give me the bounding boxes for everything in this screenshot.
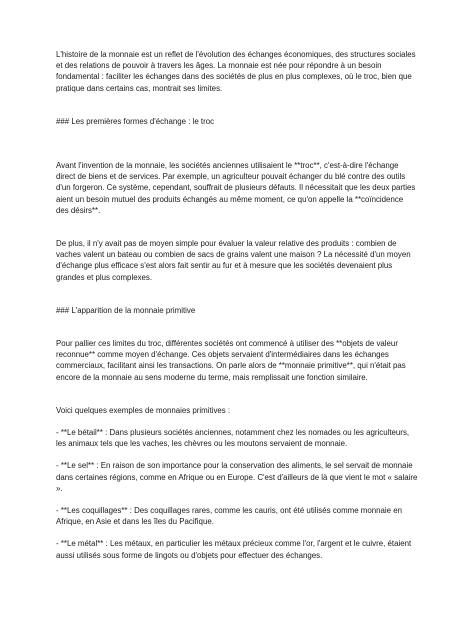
list-item: - **Le métal** : Les métaux, en particulier les métaux précieux comme l'or, l'argent et le cuivre, étaient aussi utilisés sous forme de lingots ou d'objets pour effectuer des échanges. [56, 539, 412, 560]
spacer [56, 216, 418, 238]
section-heading-primitive: ### L'apparition de la monnaie primitive [56, 305, 196, 315]
spacer [56, 316, 418, 338]
spacer [56, 527, 418, 538]
spacer [56, 127, 418, 149]
troc-paragraph-1: Avant l'invention de la monnaie, les sociétés anciennes utilisaient le **troc**, c'est-à-dire l'échange direct de biens et de services. Par exemple, un agriculteur pouvait échanger du blé contre des outils d'un forgeron. Ce système, cependant, souffrait de plusieurs défauts. Il nécessitait que les deux parties aient un besoin mutuel des produits échangés au même moment, ce qu'on appelle la **coïncidence des désirs**. [56, 161, 416, 215]
spacer [56, 494, 418, 505]
list-item: - **Le sel** : En raison de son importance pour la conservation des aliments, le sel servait de monnaie dans certaines régions, comme en Afrique ou en Europe. C'est d'ailleurs de là que vient le mot « salaire ». [56, 461, 418, 493]
list-item: - **Le bétail** : Dans plusieurs sociétés anciennes, notamment chez les nomades ou les agriculteurs, les animaux tels que les vaches, les chèvres ou les moutons servaient de monnaie. [56, 428, 410, 449]
spacer [56, 94, 418, 116]
intro-paragraph: L'histoire de la monnaie est un reflet de l'évolution des échanges économiques, des structures sociales et des relations de pouvoir à travers les âges. La monnaie est née pour répondre à un besoin fondamental : faciliter les échanges dans des sociétés de plus en plus complexes, où le troc, bien que pratique dans certains cas, montrait ses limites. [56, 50, 416, 93]
troc-paragraph-2: De plus, il n'y avait pas de moyen simple pour évaluer la valeur relative des produits : combien de vaches valent un bateau ou combien de sacs de grains valent une maison ? La nécessité d'un moyen d'échange plus efficace s'est alors fait sentir au fur et à mesure que les sociétés devenaient plus grandes et plus complexes. [56, 239, 411, 282]
section-heading-troc: ### Les premières formes d'échange : le troc [56, 116, 215, 126]
document-body [56, 49, 418, 561]
list-item: - **Les coquillages** : Des coquillages rares, comme les cauris, ont été utilisés comme monnaie en Afrique, en Asie et dans les îles du Pacifique. [56, 506, 403, 527]
spacer [56, 449, 418, 460]
spacer [56, 383, 418, 405]
examples-intro: Voici quelques exemples de monnaies primitives : [56, 405, 231, 415]
spacer [56, 416, 418, 427]
primitive-paragraph: Pour pallier ces limites du troc, différentes sociétés ont commencé à utiliser des **objets de valeur reconnue** comme moyen d'échange. Ces objets servaient d'intermédiaires dans les échanges commerciaux, facilitant ainsi les transactions. On parle alors de **monnaie primitive**, qui n'était pas encore de la monnaie au sens moderne du terme, mais remplissait une fonction similaire. [56, 339, 406, 382]
spacer [56, 283, 418, 305]
spacer [56, 149, 418, 160]
